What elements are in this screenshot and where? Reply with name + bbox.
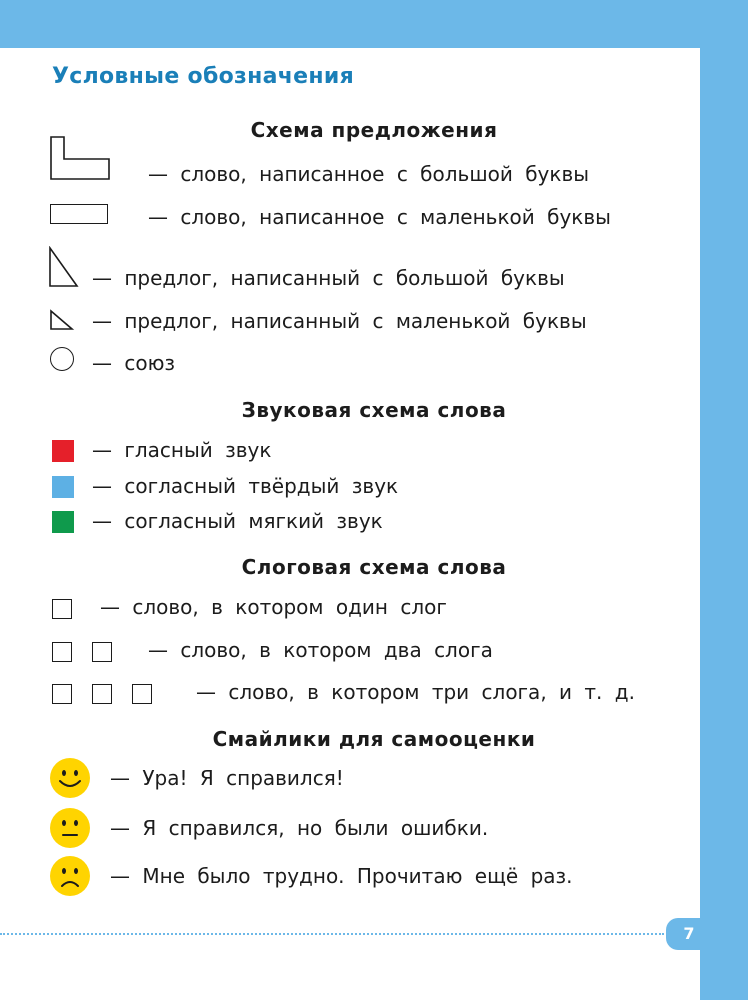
sound-item-vowel: — гласный звук (92, 438, 272, 462)
sound-scheme-heading: Звуковая схема слова (241, 398, 507, 422)
capital-word-symbol (50, 136, 110, 180)
syllable-item-two: — слово, в котором два слога (148, 638, 493, 662)
syllable-box (52, 599, 72, 619)
syllable-box (92, 684, 112, 704)
sound-item-hard: — согласный твёрдый звук (92, 474, 399, 498)
syllable-box (132, 684, 152, 704)
sentence-scheme-heading: Схема предложения (250, 118, 498, 142)
tall-triangle-symbol (48, 246, 80, 288)
sound-item-soft: — согласный мягкий звук (92, 509, 383, 533)
top-frame (0, 0, 748, 48)
red-square-icon (52, 440, 74, 462)
syllable-box (92, 642, 112, 662)
syllable-item-three: — слово, в котором три слога, и т. д. (196, 680, 635, 704)
self-assessment-heading: Смайлики для самооценки (212, 727, 536, 751)
page-number: 7 (666, 918, 712, 950)
sentence-item-small-preposition: — предлог, написанный с маленькой буквы (92, 309, 587, 333)
word-rect-symbol (50, 204, 108, 224)
circle-symbol (50, 347, 74, 371)
sentence-item-capital-word: — слово, написанное с большой буквы (148, 162, 590, 186)
blue-square-icon (52, 476, 74, 498)
syllable-box (52, 684, 72, 704)
smiley-item-happy: — Ура! Я справился! (110, 766, 344, 790)
sentence-item-small-word: — слово, написанное с маленькой буквы (148, 205, 611, 229)
neutral-smiley-icon (50, 808, 90, 848)
small-triangle-symbol (48, 308, 76, 332)
page-title: Условные обозначения (52, 64, 355, 89)
right-frame (700, 0, 748, 1000)
syllable-box (52, 642, 72, 662)
syllable-scheme-heading: Слоговая схема слова (241, 555, 507, 579)
syllable-item-one: — слово, в котором один слог (100, 595, 447, 619)
dotted-divider (0, 933, 664, 935)
sentence-item-conjunction: — союз (92, 351, 176, 375)
smiley-item-sad: — Мне было трудно. Прочитаю ещё раз. (110, 864, 573, 888)
sentence-item-capital-preposition: — предлог, написанный с большой буквы (92, 266, 565, 290)
sad-smiley-icon (50, 856, 90, 896)
smiley-item-neutral: — Я справился, но были ошибки. (110, 816, 489, 840)
green-square-icon (52, 511, 74, 533)
happy-smiley-icon (50, 758, 90, 798)
